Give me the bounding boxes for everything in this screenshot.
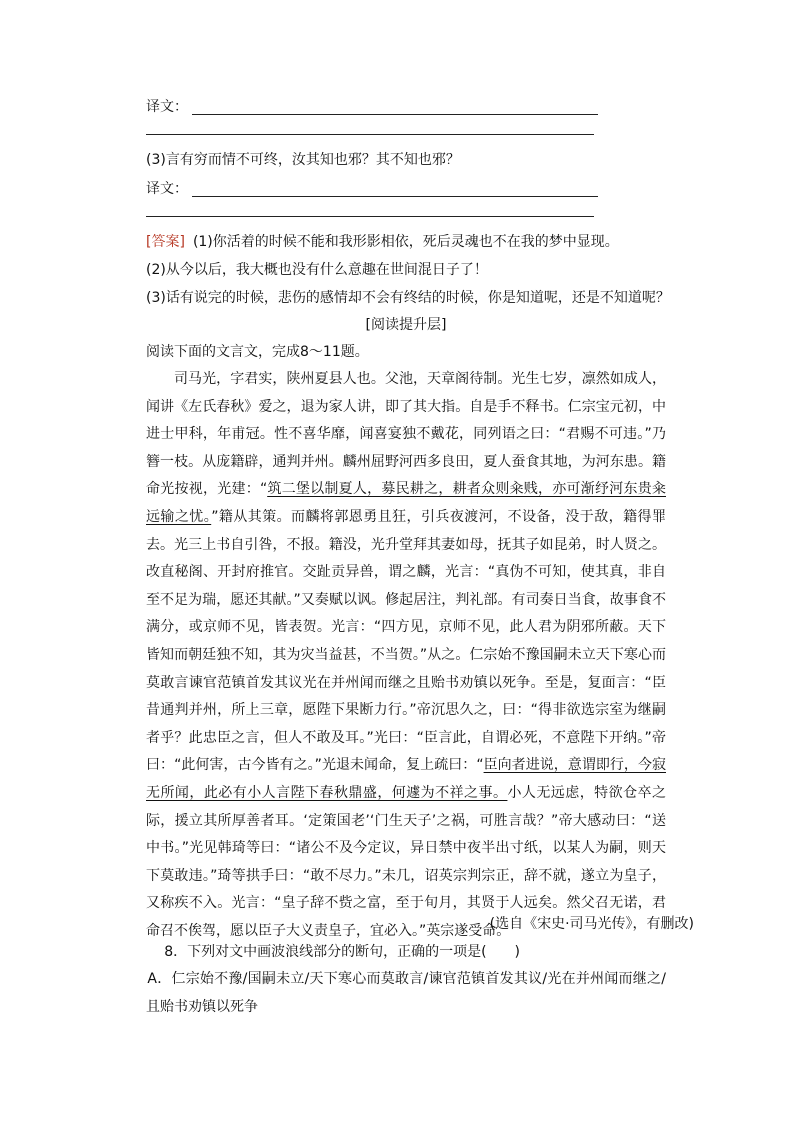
source-citation: (选自《宋史·司马光传》，有删改) [489, 916, 694, 932]
underlined-sentence-1: 筑二堡以制夏人，募民耕之，耕者众则籴贱，亦可渐纾河东贵籴远输之忧。 [146, 481, 666, 525]
underlined-sentence-2: 臣向者进说，意谓即行，今寂无所闻，此必有小人言陛下春秋鼎盛，何遽为不祥之事。 [146, 757, 666, 801]
answer-tag: [答案] [146, 234, 185, 250]
answer-1 [146, 228, 666, 256]
answer-underline[interactable] [146, 134, 594, 135]
translation-blank-3 [146, 174, 666, 230]
translation-blank-2 [146, 92, 666, 148]
answer-underline[interactable] [146, 216, 594, 217]
question-8: 8．下列对文中画波浪线部分的断句，正确的一项是( ) [164, 944, 521, 960]
answer-text-1: (1)你活着的时候不能和我形影相依，死后灵魂也不在我的梦中显现。 [192, 234, 619, 250]
translation-label: 译文： [146, 99, 188, 115]
section-title: [阅读提升层] [365, 317, 447, 333]
answer-underline[interactable] [192, 98, 598, 115]
answer-underline[interactable] [192, 180, 598, 197]
question-3: (3)言有穷而情不可终，汝其知也邪？其不知也邪？ [146, 152, 460, 168]
reading-instruction: 阅读下面的文言文，完成8～11题。 [146, 344, 369, 360]
passage-text-1: 司马光，字君实，陕州夏县人也。父池，天章阁待制。光生七岁，凛然如成人，闻讲《左氏春秋》爱之，退为家人讲，即了其大指。自是手不释书。仁宗宝元初，中进士甲科，年甫冠。性不喜华靡，闻喜宴独不戴花，同列语之曰：“君赐不可违。”乃簪一枝。从庞籍辟，通判并州。麟州屈野河西多良田，夏人蚕食其地，为河东患。籍命光按视，光建：“ [146, 371, 666, 498]
passage-text-3: 小人无远虑，特欲仓卒之际，援立其所厚善者耳。‘定策国老’‘门生天子’之祸，可胜言哉？”帝大感动曰：“送中书。”光见韩琦等曰：“诸公不及今定议，异日禁中夜半出寸纸，以某人为嗣，则天下莫敢违。”琦等拱手曰：“敢不尽力。”未几，诏英宗判宗正，辞不就，遂立为皇子，又称疾不入。光言：“皇子辞不赀之富，至于旬月，其贤于人远矣。然父召无诺，君命召不俟驾，愿以臣子大义责皇子，宜必入。”英宗遂受命。 [146, 784, 667, 939]
answer-3: (3)话有说完的时候，悲伤的感情却不会有终结的时候，你是知道呢，还是不知道呢？ [146, 290, 670, 306]
passage-text-2: ”籍从其策。而麟将郭恩勇且狂，引兵夜渡河，不设备，没于敌，籍得罪去。光三上书自引咎，不报。籍没，光升堂拜其妻如母，抚其子如昆弟，时人贤之。改直秘阁、开封府推官。交趾贡异兽，谓之麟，光言：“真伪不可知，使其真，非自至不足为瑞，愿还其献。”又奏赋以讽。修起居注，判礼部。有司奏日当食，故事食不满分，或京师不见，皆表贺。光言：“四方见，京师不见，此人君为阴邪所蔽。天下皆知而朝廷独不知，其为灾当益甚，不当贺。”从之。仁宗始不豫国嗣未立天下寒心而莫敢言谏官范镇首发其议光在并州闻而继之且贻书劝镇以死争。至是，复面言：“臣昔通判并州，所上三章，愿陛下果断力行。”帝沉思久之，曰：“得非欲选宗室为继嗣者乎？此忠臣之言，但人不敢及耳。”光曰：“臣言此，自谓必死，不意陛下开纳。”帝曰：“此何害，古今皆有之。”光退未闻命，复上疏曰：“ [146, 508, 666, 774]
translation-label: 译文： [146, 181, 188, 197]
answer-2: (2)从今以后，我大概也没有什么意趣在世间混日子了！ [146, 262, 488, 278]
option-a[interactable]: A．仁宗始不豫/国嗣未立/天下寒心而莫敢言/谏官范镇首发其议/光在并州闻而继之/且贻书劝镇以死争 [146, 971, 666, 1015]
classical-passage [146, 366, 666, 945]
